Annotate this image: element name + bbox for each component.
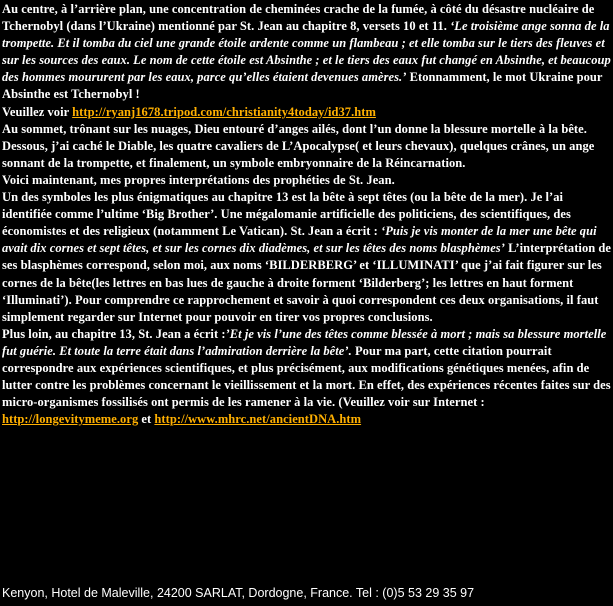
longevitymeme-link[interactable]: http://longevitymeme.org [2,412,139,427]
paragraph-text: Plus loin, au chapitre 13, St. Jean a écrit : [2,326,226,341]
paragraph-chernobyl [2,1,613,104]
paragraph-interpretations: Voici maintenant, mes propres interprétations des prophéties de St. Jean. [2,172,395,187]
paragraph-text: Un des symboles les plus énigmatiques au chapitre 13 est la bête à sept têtes (ou la bête de la mer). Je l’ai identifiée comme l’ultime ‘Big Brother’. Une mégalomanie artificielle des politiciens, des scientifiques, des économistes et des religieux (notamment Le Vatican). St. Jean a écrit : [2,190,571,239]
paragraph-text: Au centre, à l’arrière plan, une concentration de cheminées crache de la fumée, à côté du désastre nucléaire de Tchernobyl (dans l’Ukraine) mentionné par St. Jean au chapitre 8, versets 10 et 11. [2,2,595,34]
paragraph-text: L’interprétation de ses blasphèmes correspond, selon moi, aux noms ‘BILDERBERG’ et ‘ILLUMINATI’ que j’ai fait figurer sur les cornes de la bête(les lettres en bas lues de gauche à droite forment ‘Bilderberg’; les lettres en haut forment ‘Illuminati’). Pour comprendre ce rapprochement et savoir à quoi correspondent ces deux organisations, il faut simplement regarder sur Internet pour pouvoir en tirer vos propres conclusions. [2,241,612,324]
paragraph-text: Etonnamment, le mot Ukraine pour Absinthe est Tchernobyl ! [2,70,603,102]
bible-quote: ’Et je vis l’une des têtes comme blessée à mort ; mais sa blessure mortelle fut guérie. Et toute la terre était dans l’admiration derrière la bête’. [2,326,607,358]
paragraph-mortal-wound [2,326,613,429]
ryanj-link[interactable]: http://ryanj1678.tripod.com/christianity4today/id37.htm [72,104,376,119]
paragraph-text: et [138,412,155,427]
bible-quote: ‘Puis je vis monter de la mer une bête qui avait dix cornes et sept têtes, et sur les cornes dix diadèmes, et sur les têtes des noms blasphèmes’ [2,224,597,256]
mhrc-link[interactable]: http://www.mhrc.net/ancientDNA.htm [154,412,362,427]
footer-address: Kenyon, Hotel de Maleville, 24200 SARLAT, Dordogne, France. Tel : (0)5 53 29 35 97 [2,586,475,600]
paragraph-top-description: Au sommet, trônant sur les nuages, Dieu entouré d’anges ailés, dont l’un donne la blessure mortelle à la bête. Dessous, j’ai caché le Diable, les quatre cavaliers de L’Apocalypse( et leurs chevaux), quelques crânes, un ange sonnant de la trompette, et finalement, un symbole embryonnaire de la Réincarnation. [2,121,595,170]
paragraph-seven-headed-beast [2,189,613,326]
paragraph-text: Pour ma part, cette citation pourrait correspondre aux expériences scientifiques, et plus précisément, aux modifications génétiques menées, afin de lutter contre les problèmes concernant le vieillissement et la mort. En effet, des expériences récentes faites sur des micro-organismes fossilisés ont permis de les ramener à la vie. (Veuillez voir sur Internet : [2,343,611,410]
paragraph-see-link [2,104,613,121]
bible-quote: ‘Le troisième ange sonna de la trompette. Et il tomba du ciel une grande étoile ardente comme un flambeau ; et elle tomba sur le tiers des fleuves et sur les sources des eaux. Le nom de cette étoile est Absinthe ; et le tiers des eaux fut changé en Absinthe, et beaucoup des hommes moururent par les eaux, parce qu’elles étaient devenues amères.’ [2,19,611,85]
paragraph-text: Veuillez voir [2,104,73,119]
